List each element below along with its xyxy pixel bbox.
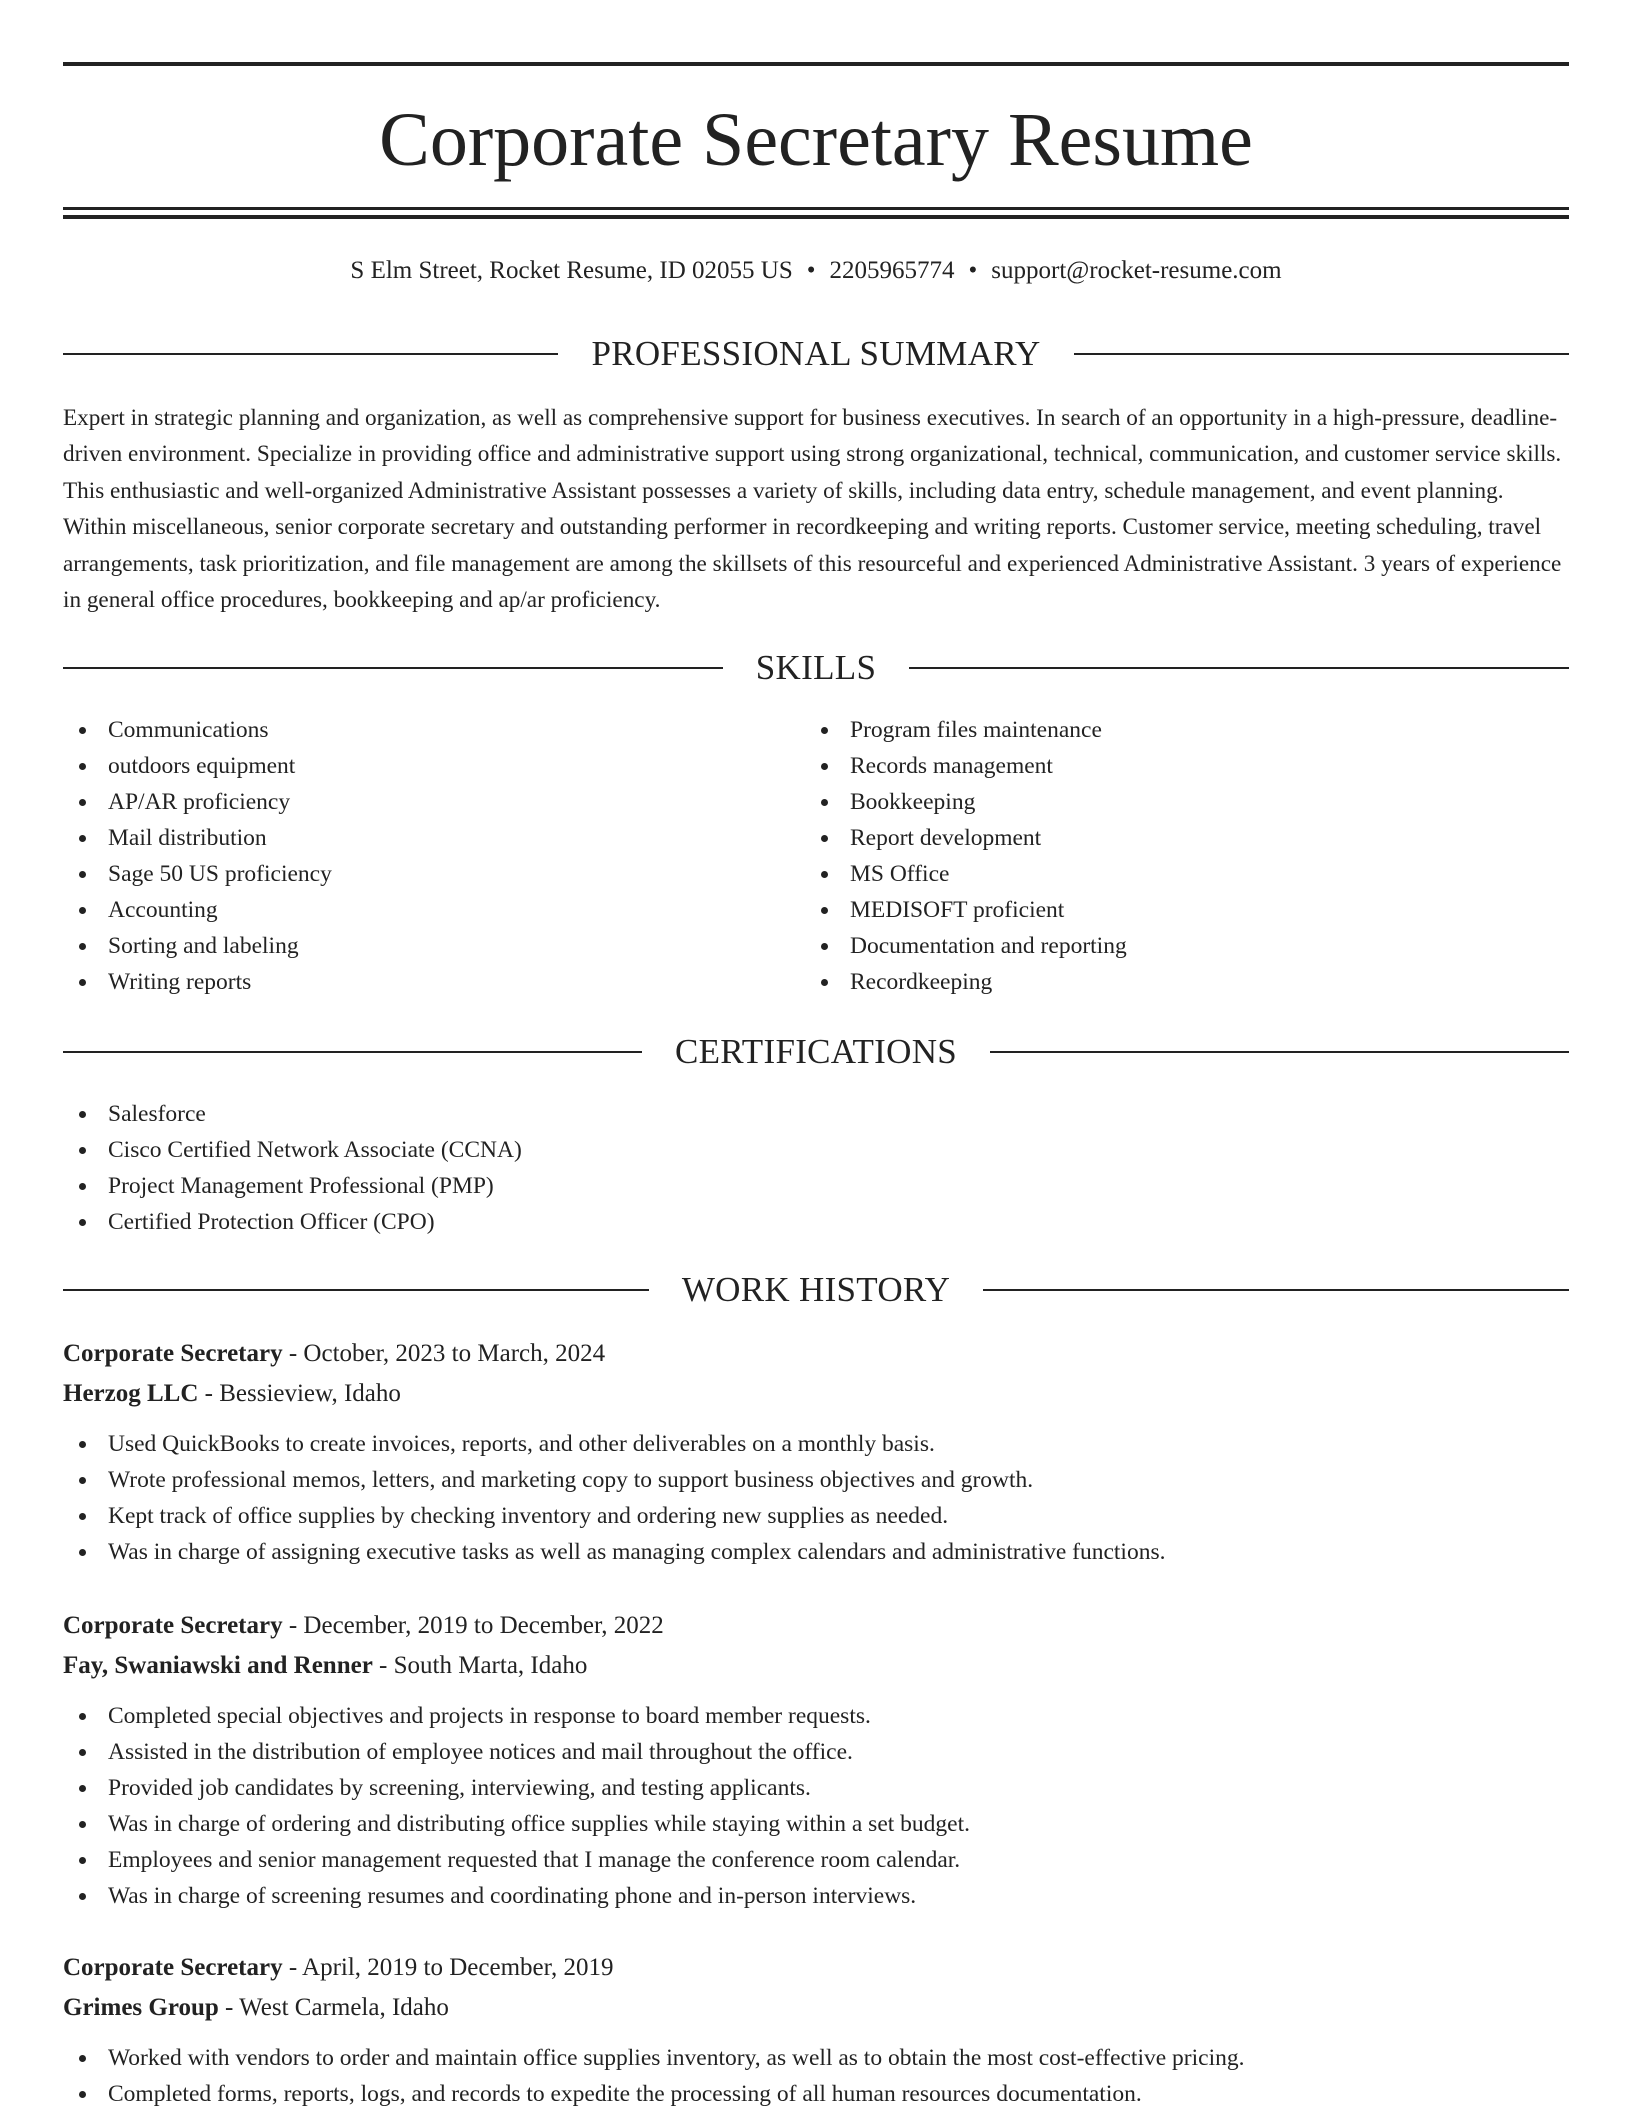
job-company-line	[63, 1988, 1569, 2028]
skill-item: MEDISOFT proficient	[805, 892, 1127, 928]
job-title-line	[63, 1334, 1569, 1374]
job-duty-item: Kept track of office supplies by checking inventory and ordering new supplies as needed.	[63, 1498, 1569, 1534]
heading-rule	[1074, 353, 1569, 355]
job-company-line	[63, 1374, 1569, 1414]
job-company: Fay, Swaniawski and Renner	[63, 1652, 373, 1679]
skill-item: Sorting and labeling	[63, 928, 332, 964]
job-duty-item: Wrote professional memos, letters, and marketing copy to support business objectives and growth.	[63, 1462, 1569, 1498]
skill-item: Report development	[805, 820, 1127, 856]
section-title: SKILLS	[755, 648, 877, 687]
certification-item: Cisco Certified Network Associate (CCNA)	[63, 1132, 522, 1168]
skills-list-right	[805, 712, 1127, 1000]
job-duty-item: Provided job candidates by screening, interviewing, and testing applicants.	[63, 1770, 1569, 1806]
job-location: - South Marta, Idaho	[372, 1652, 588, 1679]
job-dates: - October, 2023 to March, 2024	[282, 1340, 606, 1367]
contact-line	[63, 254, 1569, 288]
skill-item: outdoors equipment	[63, 748, 332, 784]
skill-item: Records management	[805, 748, 1127, 784]
skill-item: Bookkeeping	[805, 784, 1127, 820]
job-dates: - April, 2019 to December, 2019	[282, 1954, 614, 1981]
contact-email: support@rocket-resume.com	[991, 257, 1282, 284]
contact-phone: 2205965774	[829, 257, 955, 284]
contact-address: S Elm Street, Rocket Resume, ID 02055 US	[350, 257, 793, 284]
skill-item: Writing reports	[63, 964, 332, 1000]
contact-separator: •	[806, 257, 816, 284]
job-duties-list	[63, 1698, 1569, 1914]
job-entry	[63, 1606, 1569, 1914]
job-company: Herzog LLC	[63, 1380, 199, 1407]
job-duties-list	[63, 1426, 1569, 1570]
section-heading-skills	[63, 646, 1569, 690]
resume-title: Corporate Secretary Resume	[379, 98, 1253, 182]
skill-item: Accounting	[63, 892, 332, 928]
skills-list-left	[63, 712, 332, 1000]
job-duty-item: Was in charge of ordering and distributing office supplies while staying within a set budget.	[63, 1806, 1569, 1842]
job-duty-item: Employees and senior management requested that I manage the conference room calendar.	[63, 1842, 1569, 1878]
heading-rule	[909, 667, 1569, 669]
job-title: Corporate Secretary	[63, 1612, 283, 1639]
job-title-line	[63, 1948, 1569, 1988]
section-title: WORK HISTORY	[681, 1270, 951, 1309]
skill-item: Sage 50 US proficiency	[63, 856, 332, 892]
job-dates: - December, 2019 to December, 2022	[282, 1612, 664, 1639]
job-duty-item: Completed special objectives and projects in response to board member requests.	[63, 1698, 1569, 1734]
job-entry	[63, 1948, 1569, 2112]
job-company: Grimes Group	[63, 1994, 219, 2021]
section-heading-certifications	[63, 1030, 1569, 1074]
job-entry	[63, 1334, 1569, 1570]
section-title: CERTIFICATIONS	[674, 1032, 958, 1071]
skill-item: MS Office	[805, 856, 1127, 892]
skill-item: AP/AR proficiency	[63, 784, 332, 820]
section-heading-work-history	[63, 1268, 1569, 1312]
summary-text: Expert in strategic planning and organization, as well as comprehensive support for business executives. In search of an opportunity in a high-pressure, deadline-driven environment. Specialize in providing office and administrative support using strong organizational, technical, communication, and customer service skills. This enthusiastic and well-organized Administrative Assistant possesses a variety of skills, including data entry, schedule management, and event planning. Within miscellaneous, senior corporate secretary and outstanding performer in recordkeeping and writing reports. Customer service, meeting scheduling, travel arrangements, task prioritization, and file management are among the skillsets of this resourceful and experienced Administrative Assistant. 3 years of experience in general office procedures, bookkeeping and ap/ar proficiency.	[63, 405, 1562, 614]
job-duty-item: Worked with vendors to order and maintain office supplies inventory, as well as to obtain the most cost-effective pricing.	[63, 2040, 1569, 2076]
certifications-list	[63, 1096, 522, 1240]
job-duty-item: Assisted in the distribution of employee notices and mail throughout the office.	[63, 1734, 1569, 1770]
job-title: Corporate Secretary	[63, 1954, 283, 1981]
section-heading-summary	[63, 332, 1569, 376]
skill-item: Communications	[63, 712, 332, 748]
top-rule	[63, 62, 1569, 66]
skill-item: Program files maintenance	[805, 712, 1127, 748]
job-duty-item: Was in charge of screening resumes and coordinating phone and in-person interviews.	[63, 1878, 1569, 1914]
heading-rule	[990, 1051, 1569, 1053]
certification-item: Project Management Professional (PMP)	[63, 1168, 522, 1204]
job-company-line	[63, 1646, 1569, 1686]
heading-rule	[983, 1289, 1569, 1291]
job-title-line	[63, 1606, 1569, 1646]
section-title: PROFESSIONAL SUMMARY	[591, 334, 1041, 373]
heading-rule	[63, 353, 558, 355]
job-duties-list	[63, 2040, 1569, 2112]
skill-item: Documentation and reporting	[805, 928, 1127, 964]
heading-rule	[63, 667, 723, 669]
certification-item: Certified Protection Officer (CPO)	[63, 1204, 522, 1240]
skill-item: Recordkeeping	[805, 964, 1127, 1000]
heading-rule	[63, 1051, 642, 1053]
job-location: - Bessieview, Idaho	[198, 1380, 401, 1407]
job-duty-item: Used QuickBooks to create invoices, reports, and other deliverables on a monthly basis.	[63, 1426, 1569, 1462]
heading-rule	[63, 1289, 649, 1291]
job-duty-item: Was in charge of assigning executive tasks as well as managing complex calendars and administrative functions.	[63, 1534, 1569, 1570]
job-location: - West Carmela, Idaho	[218, 1994, 449, 2021]
skill-item: Mail distribution	[63, 820, 332, 856]
certification-item: Salesforce	[63, 1096, 522, 1132]
contact-separator: •	[968, 257, 978, 284]
job-duty-item: Completed forms, reports, logs, and records to expedite the processing of all human resources documentation.	[63, 2076, 1569, 2112]
title-double-rule	[63, 207, 1569, 219]
job-title: Corporate Secretary	[63, 1340, 283, 1367]
